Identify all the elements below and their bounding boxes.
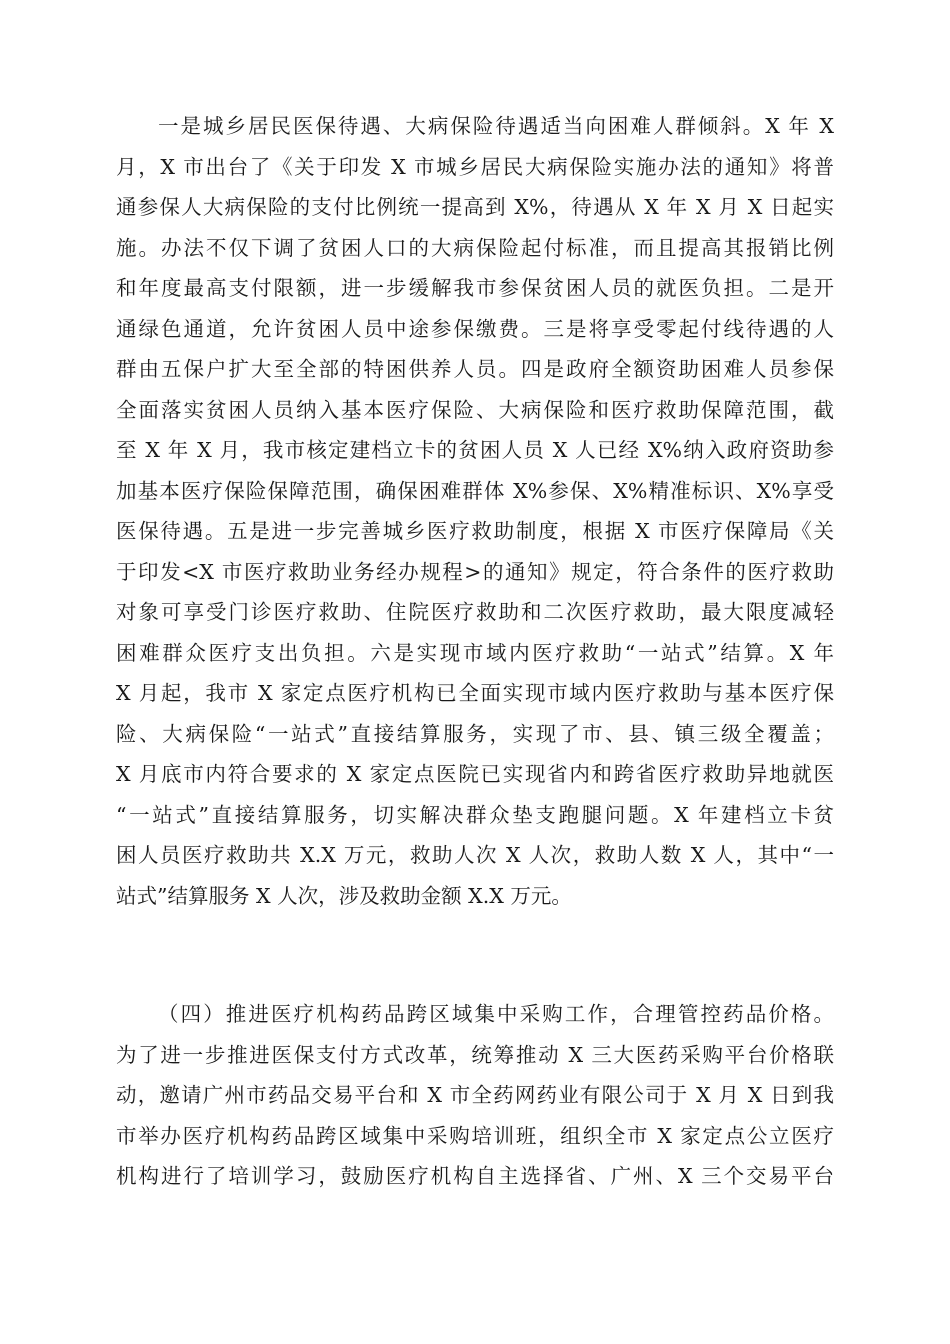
text-line: X 月底市内符合要求的 X 家定点医院已实现省内和跨省医疗救助异地就医 bbox=[116, 762, 834, 786]
text-line: 机构进行了培训学习，鼓励医疗机构自主选择省、广州、X 三个交易平台 bbox=[116, 1164, 834, 1188]
text-line: 于印发<X 市医疗救助业务经办规程>的通知》规定，符合条件的医疗救助 bbox=[116, 559, 834, 584]
text-line: 和年度最高支付限额，进一步缓解我市参保贫困人员的就医负担。二是开 bbox=[116, 276, 834, 300]
text-line: 市举办医疗机构药品跨区域集中采购培训班，组织全市 X 家定点公立医疗 bbox=[116, 1123, 834, 1148]
text-line: 月，X 市出台了《关于印发 X 市城乡居民大病保险实施办法的通知》将普 bbox=[116, 154, 834, 179]
text-line: 群由五保户扩大至全部的特困供养人员。四是政府全额资助困难人员参保 bbox=[116, 357, 834, 381]
text-line: 险、大病保险“一站式”直接结算服务，实现了市、县、镇三级全覆盖； bbox=[116, 721, 834, 746]
text-line: “一站式”直接结算服务，切实解决群众垫支跑腿问题。X 年建档立卡贫 bbox=[116, 802, 834, 827]
text-line: 至 X 年 X 月，我市核定建档立卡的贫困人员 X 人已经 X%纳入政府资助参 bbox=[116, 438, 834, 462]
text-line: 加基本医疗保险保障范围，确保困难群体 X%参保、X%精准标识、X%享受 bbox=[116, 478, 834, 503]
text-line: 对象可享受门诊医疗救助、住院医疗救助和二次医疗救助，最大限度减轻 bbox=[116, 600, 834, 624]
text-line: 困人员医疗救助共 X.X 万元，救助人次 X 人次，救助人数 X 人，其中“一 bbox=[116, 843, 834, 867]
text-line: 医保待遇。五是进一步完善城乡医疗救助制度，根据 X 市医疗保障局《关 bbox=[116, 519, 834, 543]
text-line: 站式”结算服务 X 人次，涉及救助金额 X.X 万元。 bbox=[116, 883, 572, 908]
text-line: 为了进一步推进医保支付方式改革，统筹推动 X 三大医药采购平台价格联 bbox=[116, 1042, 834, 1067]
text-line: 全面落实贫困人员纳入基本医疗保险、大病保险和医疗救助保障范围，截 bbox=[116, 397, 834, 422]
paragraph-drug-procurement bbox=[116, 994, 834, 1197]
text-line: 施。办法不仅下调了贫困人口的大病保险起付标准，而且提高其报销比例 bbox=[116, 235, 834, 260]
text-line: 通参保人大病保险的支付比例统一提高到 X%，待遇从 X 年 X 月 X 日起实 bbox=[116, 195, 834, 219]
text-line: X 月起，我市 X 家定点医疗机构已全面实现市域内医疗救助与基本医疗保 bbox=[116, 681, 834, 705]
text-line: 动，邀请广州市药品交易平台和 X 市全药网药业有限公司于 X 月 X 日到我 bbox=[116, 1083, 834, 1107]
section-heading-line: （四）推进医疗机构药品跨区域集中采购工作，合理管控药品价格。 bbox=[158, 1002, 834, 1026]
text-line: 困难群众医疗支出负担。六是实现市域内医疗救助“一站式”结算。X 年 bbox=[116, 640, 834, 665]
paragraph-medical-insurance-benefits bbox=[116, 106, 834, 916]
text-line: 通绿色通道，允许贫困人员中途参保缴费。三是将享受零起付线待遇的人 bbox=[116, 316, 834, 341]
text-line: 一是城乡居民医保待遇、大病保险待遇适当向困难人群倾斜。X 年 X bbox=[158, 114, 834, 138]
